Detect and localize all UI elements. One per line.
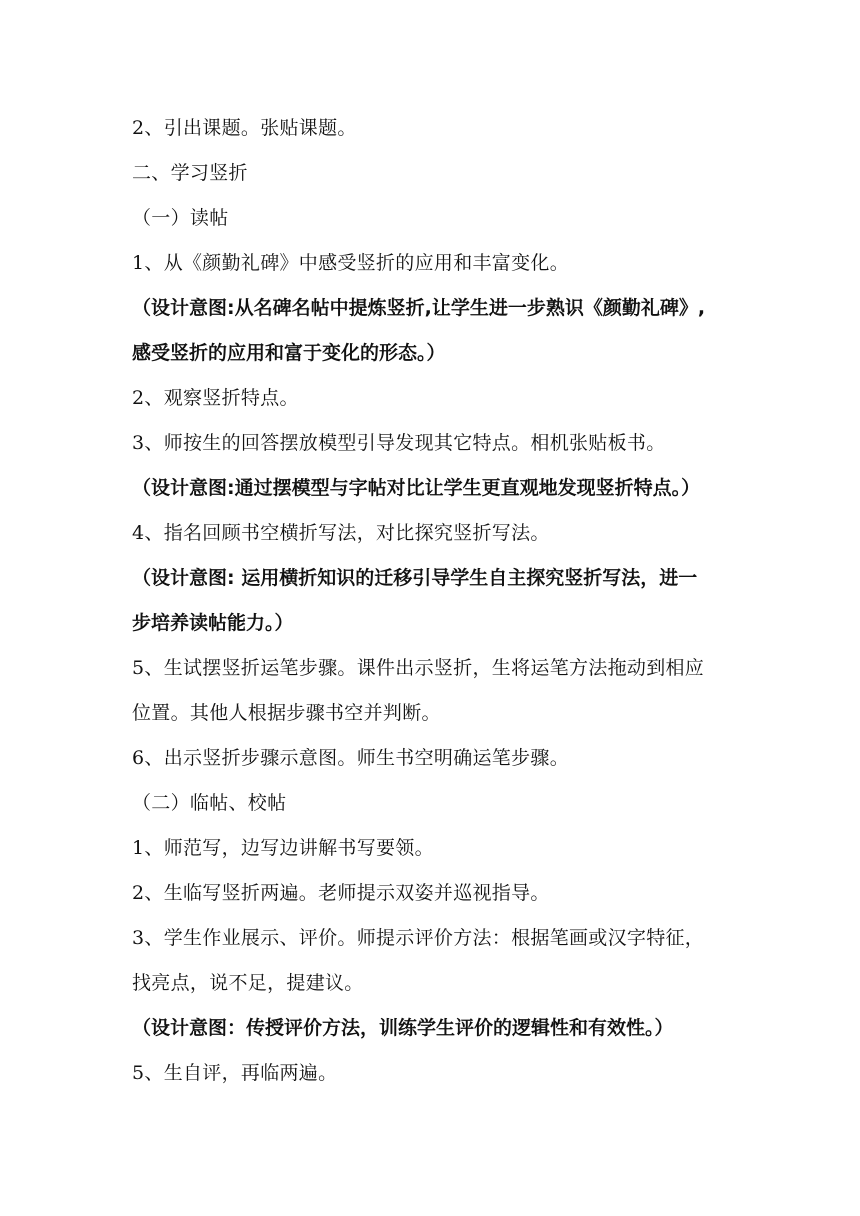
text-line: 1、师范写，边写边讲解书写要领。 — [132, 837, 434, 859]
text-line: 1、从《颜勤礼碑》中感受竖折的应用和丰富变化。 — [132, 252, 569, 274]
section-heading: 二、学习竖折 — [132, 162, 248, 184]
design-intent-note: （设计意图:从名碑名帖中提炼竖折,让学生进一步熟识《颜勤礼碑》, — [132, 297, 706, 319]
text-line: 3、师按生的回答摆放模型引导发现其它特点。相机张贴板书。 — [132, 432, 666, 454]
text-line: 2、生临写竖折两遍。老师提示双姿并巡视指导。 — [132, 882, 550, 904]
design-intent-note: （设计意图: 运用横折知识的迁移引导学生自主探究竖折写法，进一 — [132, 567, 698, 589]
text-line: 6、出示竖折步骤示意图。师生书空明确运笔步骤。 — [132, 747, 569, 769]
text-line: 2、引出课题。张贴课题。 — [132, 117, 357, 139]
text-line: 5、生试摆竖折运笔步骤。课件出示竖折，生将运笔方法拖动到相应 — [132, 657, 705, 679]
design-intent-note: （设计意图：传授评价方法，训练学生评价的逻辑性和有效性。） — [132, 1017, 674, 1039]
subsection-heading: （二）临帖、校帖 — [132, 792, 287, 814]
text-line: 找亮点，说不足，提建议。 — [132, 972, 364, 994]
text-line: 5、生自评，再临两遍。 — [132, 1062, 338, 1084]
text-line: 4、指名回顾书空横折写法，对比探究竖折写法。 — [132, 522, 550, 544]
text-line: 2、观察竖折特点。 — [132, 387, 299, 409]
design-intent-note: 感受竖折的应用和富于变化的形态。） — [132, 342, 446, 364]
text-line: 3、学生作业展示、评价。师提示评价方法：根据笔画或汉字特征， — [132, 927, 705, 949]
design-intent-note: 步培养读帖能力。） — [132, 612, 294, 634]
subsection-heading: （一）读帖 — [132, 207, 229, 229]
text-line: 位置。其他人根据步骤书空并判断。 — [132, 702, 441, 724]
design-intent-note: （设计意图:通过摆模型与字帖对比让学生更直观地发现竖折特点。） — [132, 477, 701, 499]
